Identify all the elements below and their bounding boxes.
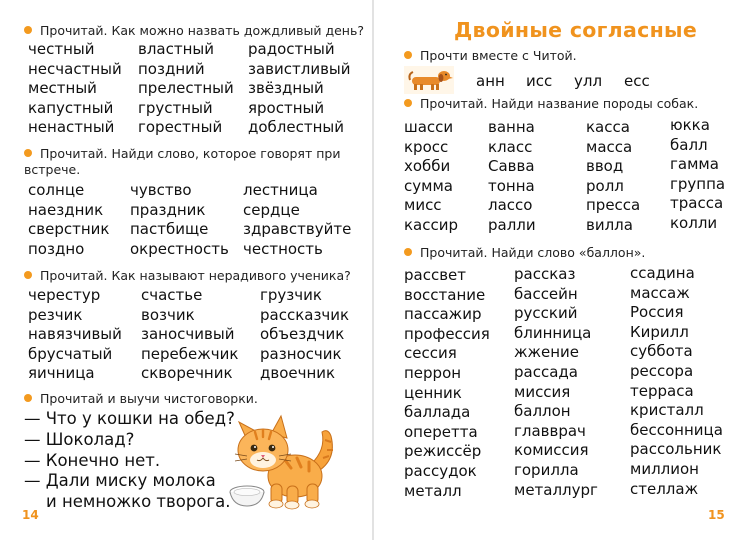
- tongue-twister-text: [24, 409, 235, 513]
- word: шасси: [404, 118, 454, 136]
- word: яичница: [28, 364, 95, 383]
- word: навязчивый: [28, 325, 122, 344]
- word: баллон: [514, 402, 571, 421]
- word: наездник: [28, 200, 104, 219]
- word: сумма: [404, 176, 453, 195]
- word: властный: [138, 40, 215, 58]
- syllable: улл: [574, 72, 603, 90]
- bullet-icon: [24, 149, 32, 157]
- word: пассажир: [404, 305, 482, 324]
- word: металл: [404, 481, 462, 500]
- word: несчастный: [28, 59, 122, 78]
- word: прелестный: [138, 79, 234, 98]
- word: класс: [488, 137, 533, 156]
- bullet-icon: [404, 99, 412, 107]
- word-column: [404, 266, 490, 501]
- word-column: [138, 40, 234, 138]
- word: оперетта: [404, 422, 478, 441]
- word: главврач: [514, 421, 586, 440]
- right-page: [374, 0, 748, 540]
- word: бессонница: [630, 420, 723, 439]
- word: здравствуйте: [243, 220, 352, 239]
- word: рессора: [630, 361, 694, 380]
- word: пресса: [586, 196, 641, 215]
- word: яростный: [248, 98, 325, 117]
- word: лассо: [488, 196, 533, 215]
- word: грустный: [138, 98, 213, 117]
- word: поздний: [138, 59, 205, 78]
- word-column: [670, 116, 725, 234]
- bullet-icon: [24, 271, 32, 279]
- bullet-icon: [404, 51, 412, 59]
- dialogue-line: — Дали миску молока: [24, 471, 216, 491]
- word: сессия: [404, 344, 457, 363]
- word: окрестность: [130, 239, 229, 258]
- word: чувство: [130, 181, 192, 199]
- word: масса: [586, 137, 633, 156]
- dialogue-line: — Конечно нет.: [24, 450, 161, 470]
- instruction-dog-breed: Прочитай. Найди название породы собак.: [404, 96, 698, 112]
- instruction-read-with-chita: Прочти вместе с Читой.: [404, 48, 577, 64]
- word: блинница: [514, 323, 592, 342]
- word-column: [586, 118, 640, 236]
- word: миллион: [630, 459, 699, 478]
- syllable: анн: [476, 72, 505, 90]
- word: кристалл: [630, 401, 704, 420]
- word: лестница: [243, 181, 318, 199]
- word: перрон: [404, 363, 462, 382]
- word: профессия: [404, 324, 490, 343]
- instruction-rainy-day: Прочитай. Как можно назвать дождливый день?: [24, 23, 364, 39]
- word-column: [28, 286, 122, 384]
- word: честность: [243, 239, 323, 258]
- word: рассольник: [630, 440, 722, 459]
- word: звёздный: [248, 79, 324, 98]
- word: сверстник: [28, 220, 110, 239]
- page-title: Двойные согласные: [454, 18, 698, 42]
- word: солнце: [28, 181, 85, 199]
- dachshund-icon: [404, 66, 454, 94]
- word: гамма: [670, 155, 719, 174]
- word: пастбище: [130, 220, 209, 239]
- bullet-icon: [404, 248, 412, 256]
- word: черестур: [28, 286, 101, 304]
- word: ценник: [404, 383, 462, 402]
- word: рассвет: [404, 266, 467, 284]
- word: трасса: [670, 194, 724, 213]
- instruction-tongue-twister: Прочитай и выучи чистоговорки.: [24, 391, 258, 407]
- word: массаж: [630, 283, 690, 302]
- word: касса: [586, 118, 630, 136]
- word-column: [28, 181, 109, 259]
- word: горестный: [138, 118, 223, 137]
- word: счастье: [141, 286, 203, 304]
- word-column: [130, 181, 229, 259]
- word: мисс: [404, 196, 442, 215]
- word: Россия: [630, 303, 684, 322]
- word: ввод: [586, 157, 624, 176]
- bullet-icon: [24, 394, 32, 402]
- word: ванна: [488, 118, 535, 136]
- word: разносчик: [260, 344, 342, 363]
- word: рассказ: [514, 265, 576, 283]
- word: горилла: [514, 460, 579, 479]
- word: рассудок: [404, 461, 477, 480]
- word: ссадина: [630, 264, 695, 282]
- word: жжение: [514, 343, 580, 362]
- word: честный: [28, 40, 95, 58]
- word: вилла: [586, 215, 633, 234]
- word: колли: [670, 213, 718, 232]
- dialogue-line: и немножко творога.: [46, 492, 231, 512]
- word-column: [248, 40, 351, 138]
- word: комиссия: [514, 441, 589, 460]
- word: возчик: [141, 305, 195, 324]
- word-column: [514, 265, 598, 500]
- page-number: 14: [22, 508, 39, 522]
- word: тонна: [488, 176, 535, 195]
- word: суббота: [630, 342, 693, 361]
- syllable: есс: [624, 72, 650, 90]
- word: хобби: [404, 157, 451, 176]
- word: грузчик: [260, 286, 322, 304]
- word: завистливый: [248, 59, 351, 78]
- word-column: [260, 286, 349, 384]
- word: заносчивый: [141, 325, 235, 344]
- word-column: [141, 286, 238, 384]
- word: балл: [670, 135, 708, 154]
- dialogue-line: — Шоколад?: [24, 429, 135, 449]
- word: группа: [670, 174, 726, 193]
- word: бассейн: [514, 284, 578, 303]
- word: двоечник: [260, 364, 336, 383]
- word: миссия: [514, 382, 571, 401]
- word: ролл: [586, 176, 624, 195]
- word: стеллаж: [630, 479, 699, 498]
- word: рассада: [514, 362, 578, 381]
- word-column: [243, 181, 351, 259]
- word: Савва: [488, 157, 535, 176]
- syllable: исс: [526, 72, 553, 90]
- word: восстание: [404, 285, 486, 304]
- dialogue-line: — Что у кошки на обед?: [24, 409, 235, 428]
- word: скворечник: [141, 364, 233, 383]
- word: брусчатый: [28, 344, 113, 363]
- word: рассказчик: [260, 305, 350, 324]
- word: металлург: [514, 480, 598, 499]
- page-number: 15: [708, 508, 725, 522]
- word: режиссёр: [404, 442, 482, 461]
- word: местный: [28, 79, 97, 98]
- word: капустный: [28, 98, 114, 117]
- word: юкка: [670, 116, 710, 134]
- word: радостный: [248, 40, 335, 58]
- word: ненастный: [28, 118, 115, 137]
- word-column: [630, 264, 723, 499]
- word: Кирилл: [630, 322, 689, 341]
- bullet-icon: [24, 26, 32, 34]
- word: поздно: [28, 239, 85, 258]
- word: ралли: [488, 215, 536, 234]
- word-column: [404, 118, 458, 236]
- instruction-lazy-student: Прочитай. Как называют нерадивого ученика?: [24, 268, 351, 284]
- word: кросс: [404, 137, 449, 156]
- word: праздник: [130, 200, 206, 219]
- word: кассир: [404, 215, 459, 234]
- word: русский: [514, 304, 578, 323]
- word: резчик: [28, 305, 83, 324]
- instruction-greeting: Прочитай. Найди слово, которое говорят при встрече.: [24, 146, 341, 177]
- instruction-find-balloon: Прочитай. Найди слово «баллон».: [404, 245, 645, 261]
- word: объездчик: [260, 325, 345, 344]
- word: баллада: [404, 403, 471, 422]
- word: перебежчик: [141, 344, 239, 363]
- word-column: [488, 118, 536, 236]
- word-column: [28, 40, 122, 138]
- word: доблестный: [248, 118, 344, 137]
- word: терраса: [630, 381, 694, 400]
- word: сердце: [243, 200, 300, 219]
- kitten-illustration: [225, 410, 343, 510]
